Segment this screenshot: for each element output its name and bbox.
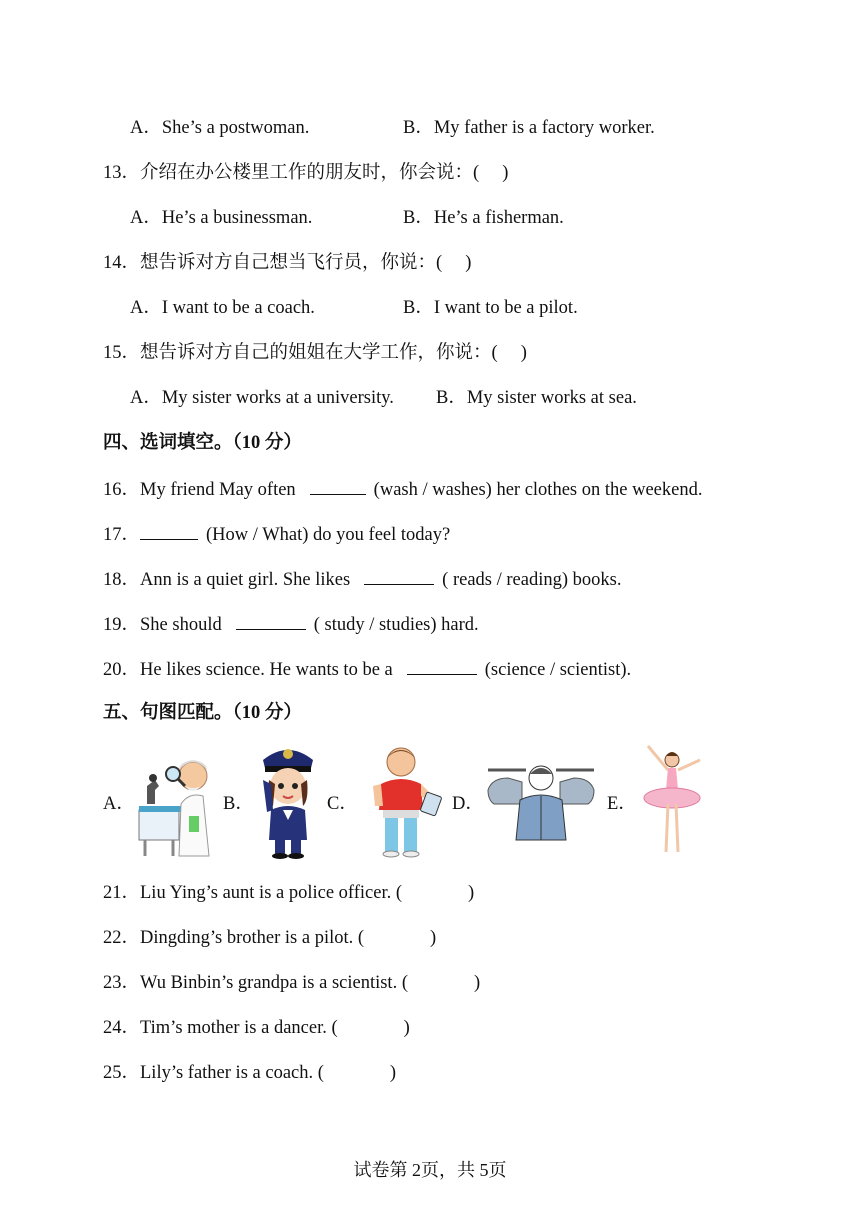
q18 bbox=[103, 566, 621, 592]
picture-label-e: E． bbox=[607, 794, 637, 814]
q15-option-a: A．My sister works at a university. bbox=[130, 388, 394, 408]
q24-close-paren: ) bbox=[403, 1018, 410, 1038]
q25-text: 25．Lily’s father is a coach. ( bbox=[103, 1063, 324, 1083]
q19-text-pre: 19．She should bbox=[103, 615, 222, 635]
q17-text-pre: 17． bbox=[103, 525, 141, 545]
q23-text: 23．Wu Binbin’s grandpa is a scientist. ( bbox=[103, 973, 408, 993]
q23 bbox=[103, 971, 480, 995]
q21-text: 21．Liu Ying’s aunt is a police officer. ( bbox=[103, 883, 403, 903]
picture-row bbox=[103, 740, 723, 862]
q24-text: 24．Tim’s mother is a dancer. ( bbox=[103, 1018, 338, 1038]
dancer-icon bbox=[638, 740, 712, 860]
q18-blank[interactable] bbox=[364, 566, 434, 585]
picture-label-a: A． bbox=[103, 794, 135, 814]
q20-blank[interactable] bbox=[407, 656, 477, 675]
q13-stem: 13．介绍在办公楼里工作的朋友时，你会说：( ) bbox=[103, 163, 509, 183]
q13-option-b: B．He’s a fisherman. bbox=[403, 208, 564, 228]
q21 bbox=[103, 881, 474, 905]
q20-text-pre: 20．He likes science. He wants to be a bbox=[103, 660, 393, 680]
picture-label-b: B． bbox=[223, 794, 254, 814]
scientist-icon bbox=[133, 740, 213, 858]
q23-close-paren: ) bbox=[473, 973, 481, 993]
q17-text-post: (How / What) do you feel today? bbox=[206, 525, 451, 545]
page-footer: 试卷第 2页，共 5页 bbox=[353, 1160, 507, 1180]
q22-text: 22．Dingding’s brother is a pilot. ( bbox=[103, 928, 365, 948]
q15-stem: 15．想告诉对方自己的姐姐在大学工作，你说：( ) bbox=[103, 343, 527, 363]
q20-text-post: (science / scientist). bbox=[484, 660, 632, 680]
coach-icon bbox=[365, 740, 445, 860]
q20 bbox=[103, 656, 631, 682]
q14-option-a: A．I want to be a coach. bbox=[130, 298, 315, 318]
q13-option-a: A．He’s a businessman. bbox=[130, 208, 313, 228]
q15-option-b: B．My sister works at sea. bbox=[436, 388, 637, 408]
q21-close-paren: ) bbox=[468, 883, 475, 903]
q18-text-post: ( reads / reading) books. bbox=[442, 570, 622, 590]
q16-text-post: (wash / washes) her clothes on the weekend. bbox=[373, 480, 703, 500]
q22 bbox=[103, 926, 436, 950]
police-officer-icon bbox=[253, 740, 323, 860]
q22-close-paren: ) bbox=[430, 928, 437, 948]
q12-option-b: B．My father is a factory worker. bbox=[403, 118, 655, 138]
q25-close-paren: ) bbox=[389, 1063, 397, 1083]
q24 bbox=[103, 1016, 410, 1040]
q14-option-b: B．I want to be a pilot. bbox=[403, 298, 578, 318]
q25 bbox=[103, 1061, 396, 1085]
picture-label-d: D． bbox=[452, 794, 484, 814]
section-4-title: 四、选词填空。（10 分） bbox=[103, 433, 302, 453]
q17-blank[interactable] bbox=[140, 521, 198, 540]
q17 bbox=[103, 521, 450, 547]
picture-label-c: C． bbox=[327, 794, 358, 814]
q12-option-a: A．She’s a postwoman. bbox=[130, 118, 310, 138]
q16-text-pre: 16．My friend May often bbox=[103, 480, 296, 500]
section-5-title: 五、句图匹配。（10 分） bbox=[103, 703, 302, 723]
q16 bbox=[103, 476, 702, 502]
q19 bbox=[103, 611, 479, 637]
q16-blank[interactable] bbox=[310, 476, 366, 495]
q18-text-pre: 18．Ann is a quiet girl. She likes bbox=[103, 570, 351, 590]
q14-stem: 14．想告诉对方自己想当飞行员，你说：( ) bbox=[103, 253, 472, 273]
q19-text-post: ( study / studies) hard. bbox=[313, 615, 479, 635]
pilot-icon bbox=[486, 760, 596, 842]
q19-blank[interactable] bbox=[236, 611, 306, 630]
